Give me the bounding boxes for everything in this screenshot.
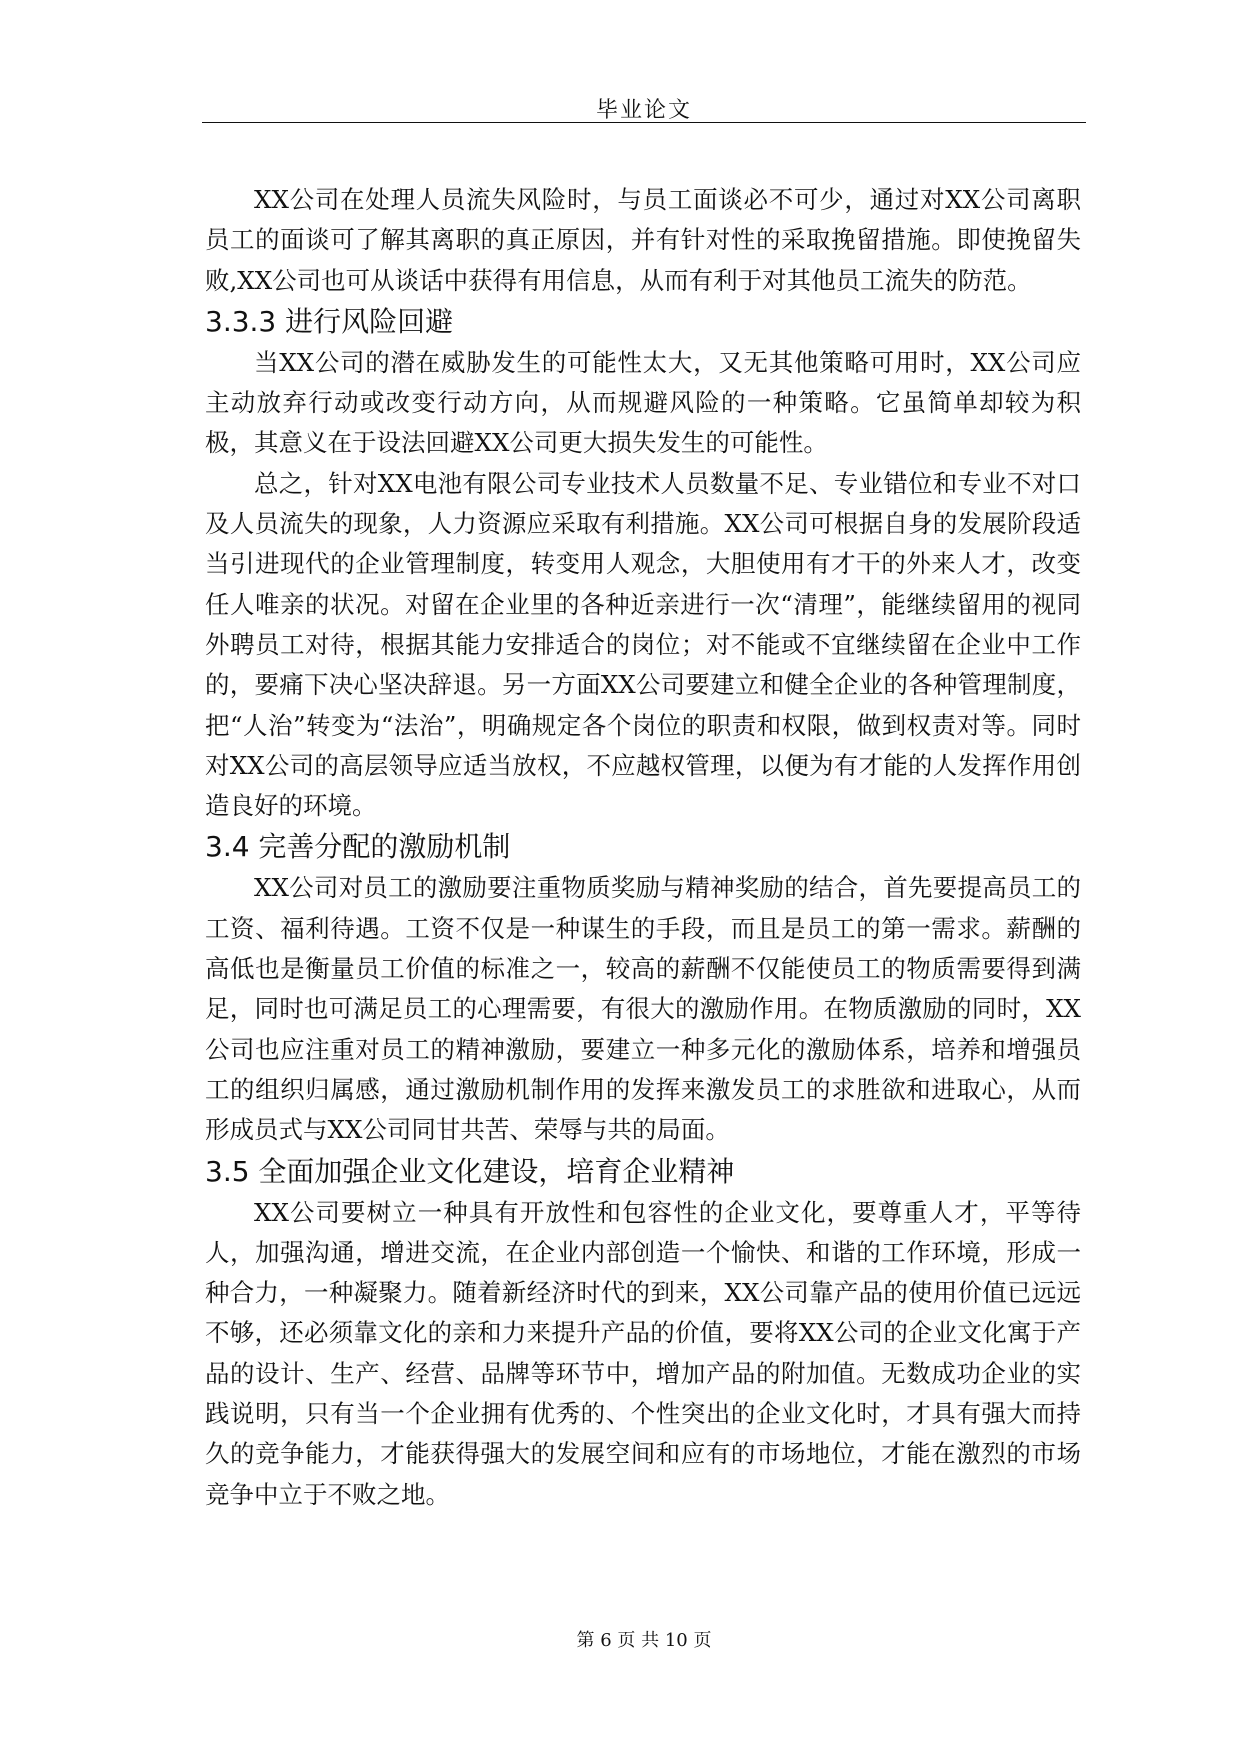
paragraph-corporate-culture: XX公司要树立一种具有开放性和包容性的企业文化，要尊重人才，平等待人，加强沟通，增进交流，在企业内部创造一个愉快、和谐的工作环境，形成一种合力，一种凝聚力。随着新经济时代的到来，XX公司靠产品的使用价值已远远不够，还必须靠文化的亲和力来提升产品的价值，要将XX公司的企业文化寓于产品的设计、生产、经营、品牌等环节中，增加产品的附加值。无数成功企业的实践说明，只有当一个企业拥有优秀的、个性突出的企业文化时，才具有强大而持久的竞争能力，才能获得强大的发展空间和应有的市场地位，才能在激烈的市场竞争中立于不败之地。 <box>205 1197 1081 1509</box>
page-number: 第 6 页 共 10 页 <box>576 1630 712 1651</box>
paragraph-risk-avoidance: 当XX公司的潜在威胁发生的可能性太大，又无其他策略可用时，XX公司应主动放弃行动或改变行动方向，从而规避风险的一种策略。它虽简单却较为积极，其意义在于设法回避XX公司更大损失发生的可能性。 <box>205 347 1081 458</box>
heading-3-4: 3.4 完善分配的激励机制 <box>205 830 511 864</box>
document-body <box>205 180 1081 1515</box>
header-divider <box>202 122 1086 123</box>
heading-3-5: 3.5 全面加强企业文化建设，培育企业精神 <box>205 1154 735 1188</box>
paragraph-incentive-mechanism: XX公司对员工的激励要注重物质奖励与精神奖励的结合，首先要提高员工的工资、福利待遇。工资不仅是一种谋生的手段，而且是员工的第一需求。薪酬的高低也是衡量员工价值的标准之一，较高的薪酬不仅能使员工的物质需要得到满足，同时也可满足员工的心理需要，有很大的激励作用。在物质激励的同时，XX公司也应注重对员工的精神激励，要建立一种多元化的激励体系，培养和增强员工的组织归属感，通过激励机制作用的发挥来激发员工的求胜欲和进取心，从而形成员式与XX公司同甘共苦、荣辱与共的局面。 <box>205 873 1081 1145</box>
heading-3-3-3: 3.3.3 进行风险回避 <box>205 304 454 338</box>
paragraph-summary: 总之，针对XX电池有限公司专业技术人员数量不足、专业错位和专业不对口及人员流失的现象，人力资源应采取有利措施。XX公司可根据自身的发展阶段适当引进现代的企业管理制度，转变用人观念，大胆使用有才干的外来人才，改变任人唯亲的状况。对留在企业里的各种近亲进行一次“清理”，能继续留用的视同外聘员工对待，根据其能力安排适合的岗位；对不能或不宜继续留在企业中工作的，要痛下决心坚决辞退。另一方面XX公司要建立和健全企业的各种管理制度，把“人治”转变为“法治”，明确规定各个岗位的职责和权限，做到权责对等。同时对XX公司的高层领导应适当放权，不应越权管理，以便为有才能的人发挥作用创造良好的环境。 <box>205 468 1081 821</box>
paragraph-employee-interview: XX公司在处理人员流失风险时，与员工面谈必不可少，通过对XX公司离职员工的面谈可了解其离职的真正原因，并有针对性的采取挽留措施。即使挽留失败,XX公司也可从谈话中获得有用信息，从而有利于对其他员工流失的防范。 <box>205 185 1081 295</box>
page-header-title: 毕业论文 <box>595 98 692 123</box>
